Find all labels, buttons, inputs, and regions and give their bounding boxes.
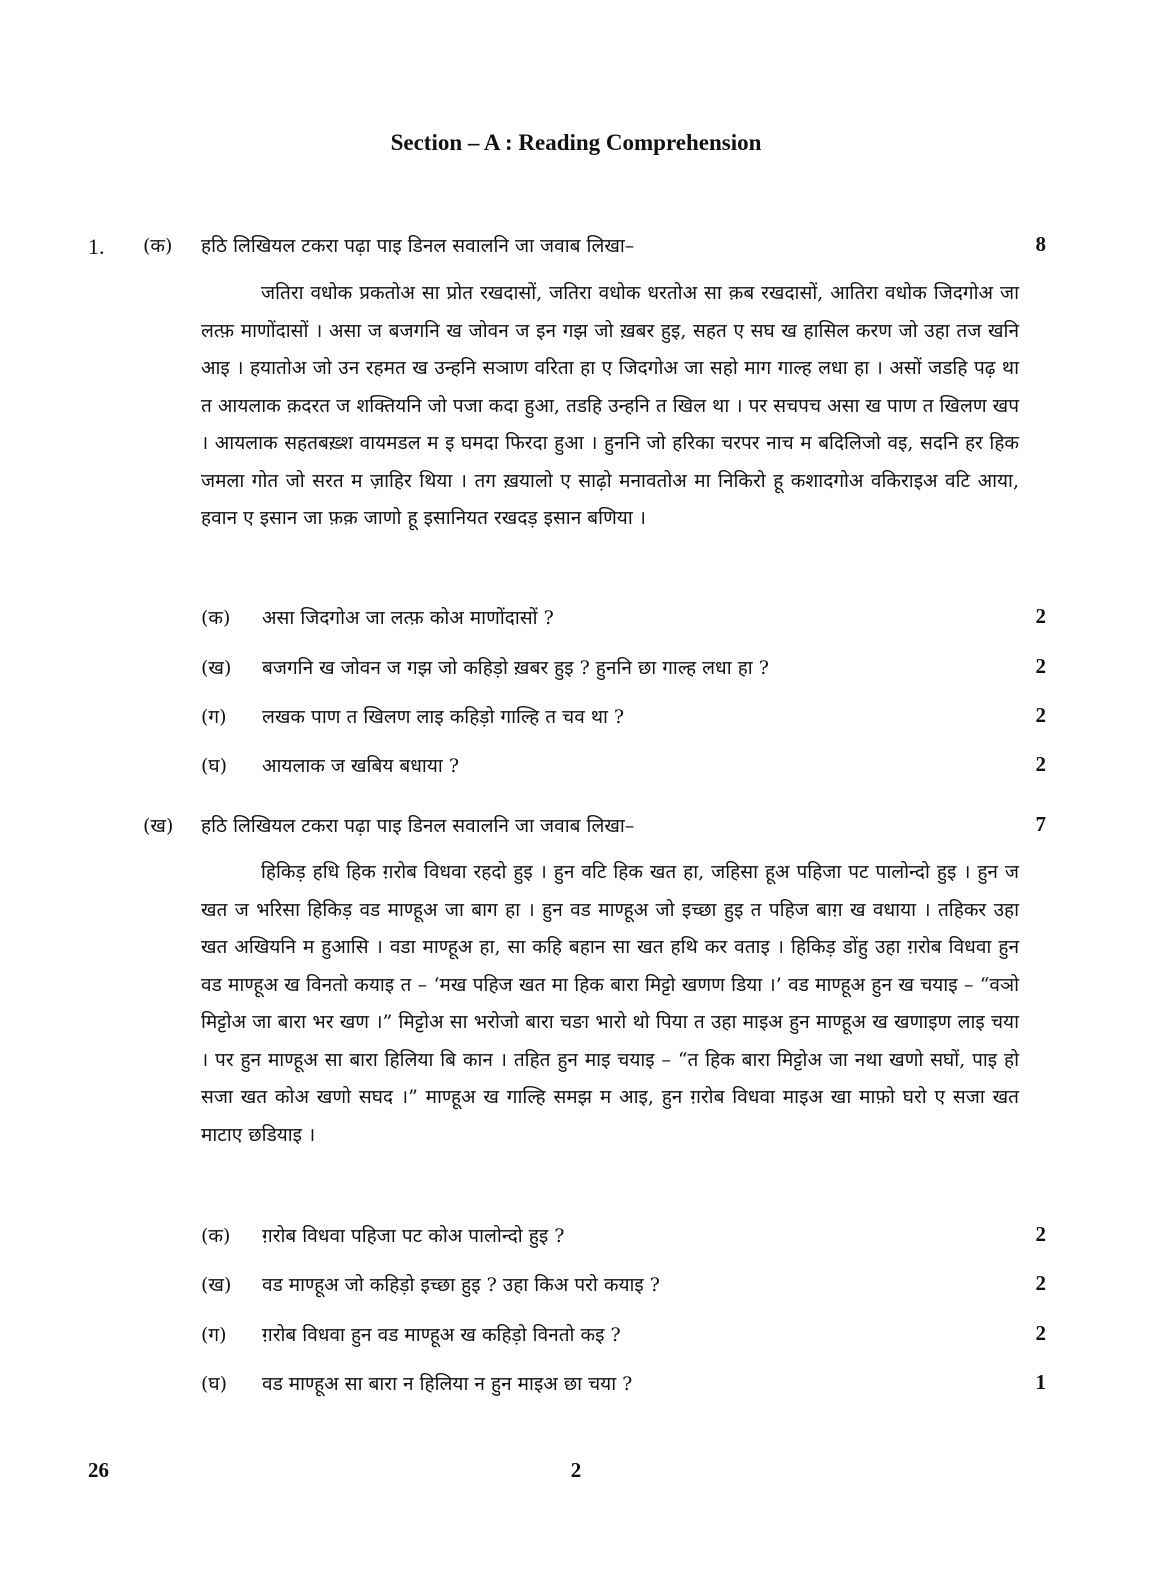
subq-text: ग़रोब विधवा हुन वड माण्हूअ ख कहिड़ो विनतो कइ ? bbox=[262, 1324, 621, 1346]
part-kha-marks: 7 bbox=[1035, 812, 1046, 836]
part-ka-instruction: हठि लिखियल टकरा पढ़ा पाइ डिनल सवालनि जा जवाब लिखा– bbox=[201, 235, 635, 257]
part-ka-marks: 8 bbox=[1035, 232, 1046, 256]
subq-text: आयलाक ज खबिय बधाया ? bbox=[262, 755, 460, 777]
subq-text: बजगनि ख जोवन ज गझ जो कहिड़ो ख़बर हुइ ? हुननि छा गाल्ह लधा हा ? bbox=[262, 657, 769, 679]
subq-label: (घ) bbox=[201, 755, 228, 777]
subq-marks: 1 bbox=[1035, 1370, 1046, 1394]
subq-marks: 2 bbox=[1035, 703, 1046, 727]
passage-ka: जतिरा वधोक प्रकतोअ सा प्रोत रखदासों, जतिरा वधोक धरतोअ सा क़ब रखदासों, आतिरा वधोक जिदगोअ जा लत्फ़ माणोंदासों । असा ज बजगनि ख जोवन ज इन गझ जो ख़बर हुइ, सहत ए सघ ख हासिल करण जो उहा तज खनि आइ । हयातोअ जो उन रहमत ख उन्हनि सञाण वरिता हा ए जिदगोअ जा सहो माग गाल्ह लधा हा । असों जडहि पढ़ था त आयलाक क़दरत ज शक्तियनि जो पजा कदा हुआ, तडहि उन्हनि त खिल था । पर सचपच असा ख पाण त खिलण खप । आयलाक सहतबख़्श वायमडल म इ घमदा फिरदा हुआ । हुननि जो हरिका चरपर नाच म बदिलिजो वइ, सदनि हर हिक जमला गोत जो सरत म ज़ाहिर थिया । तग ख़यालो ए साढ़ो मनावतोअ मा निकिरो हू कशादगोअ वकिराइअ वटि आया, हवान ए इसान जा फ़क़ जाणो हू इसानियत रखदड़ इसान बणिया । bbox=[201, 282, 1019, 529]
subq-label: (घ) bbox=[201, 1373, 228, 1395]
subq-marks: 2 bbox=[1035, 1321, 1046, 1345]
part-ka-label: (क) bbox=[143, 235, 173, 257]
subq-label: (क) bbox=[201, 607, 231, 629]
subq-label: (ग) bbox=[201, 1324, 227, 1346]
subq-label: (ख) bbox=[201, 1274, 232, 1296]
subq-text: लखक पाण त खिलण लाइ कहिड़ो गाल्हि त चव था ? bbox=[262, 706, 625, 728]
subq-marks: 2 bbox=[1035, 752, 1046, 776]
subq-marks: 2 bbox=[1035, 654, 1046, 678]
subq-text: असा जिदगोअ जा लत्फ़ कोअ माणोंदासों ? bbox=[262, 607, 554, 629]
subq-text: ग़रोब विधवा पहिजा पट कोअ पालोन्दो हुइ ? bbox=[262, 1225, 565, 1247]
question-number: 1. bbox=[88, 234, 105, 259]
page-number: 2 bbox=[570, 1458, 582, 1482]
part-kha-label: (ख) bbox=[143, 815, 174, 837]
subq-marks: 2 bbox=[1035, 604, 1046, 628]
section-title: Section – A : Reading Comprehension bbox=[390, 130, 762, 155]
subq-marks: 2 bbox=[1035, 1271, 1046, 1295]
passage-kha: हिकिड़ हधि हिक ग़रोब विधवा रहदो हुइ । हुन वटि हिक खत हा, जहिसा हूअ पहिजा पट पालोन्दो हुइ । हुन ज खत ज भरिसा हिकिड़ वड माण्हूअ जा बाग हा । हुन वड माण्हूअ जो इच्छा हुइ त पहिज बाग़ ख वधाया । तहिकर उहा खत अखियनि म हुआसि । वडा माण्हूअ हा, सा कहि बहान सा खत हथि कर वताइ । हिकिड़ डोंहु उहा ग़रोब विधवा हुन वड माण्हूअ ख विनतो कयाइ त – ‘मख पहिज खत मा हिक बारा मिट्टो खणण डिया ।’ वड माण्हूअ हुन ख चयाइ – “वञो मिट्टोअ जा बारा भर खण ।” मिट्टोअ सा भरोजो बारा चङा भारो थो पिया त उहा माइअ हुन माण्हूअ ख खणाइण लाइ चया । पर हुन माण्हूअ सा बारा हिलिया बि कान । तहित हुन माइ चयाइ – “त हिक बारा मिट्टोअ जा नथा खणो सघों, पाइ हो सजा खत कोअ खणो सघद ।” माण्हूअ ख गाल्हि समझ म आइ, हुन ग़रोब विधवा माइअ खा माफ़ो घरो ए सजा खत माटाए छडियाइ । bbox=[201, 861, 1019, 1146]
subq-label: (ख) bbox=[201, 657, 232, 679]
part-kha-instruction: हठि लिखियल टकरा पढ़ा पाइ डिनल सवालनि जा जवाब लिखा– bbox=[201, 815, 635, 837]
footer-code: 26 bbox=[88, 1458, 109, 1482]
subq-marks: 2 bbox=[1035, 1222, 1046, 1246]
subq-label: (क) bbox=[201, 1225, 231, 1247]
subq-text: वड माण्हूअ जो कहिड़ो इच्छा हुइ ? उहा किअ परो कयाइ ? bbox=[262, 1274, 660, 1296]
subq-label: (ग) bbox=[201, 706, 227, 728]
subq-text: वड माण्हूअ सा बारा न हिलिया न हुन माइअ छा चया ? bbox=[262, 1373, 633, 1395]
